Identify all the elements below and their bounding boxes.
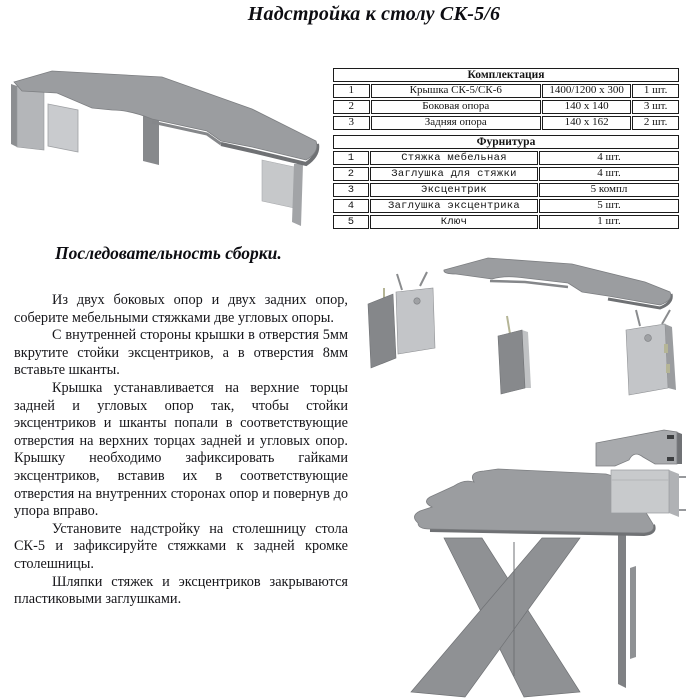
hardware-name: Стяжка мебельная [370,151,538,165]
parts-table-komplekt [332,66,680,132]
desk-rear-panels [618,532,636,688]
hardware-name: Ключ [370,215,538,229]
row-num: 2 [333,167,369,181]
row-num: 4 [333,199,369,213]
part-name: Боковая опора [371,100,541,114]
row-num: 1 [333,84,370,98]
page-title: Надстройка к столу СК-5/6 [247,3,501,25]
table-row [333,215,679,229]
exploded-right-corner-support [626,310,676,395]
exploded-middle-support [498,316,531,394]
part-name: Задняя опора [371,116,541,130]
assembly-sequence-heading: Последовательность сборки. [55,243,282,263]
desk-x-legs [411,538,580,697]
hardware-qty: 1 шт. [539,215,679,229]
table-row [333,199,679,213]
row-num: 3 [333,183,369,197]
assembly-paragraph: Шляпки стяжек и эксцентриков закрываются пластиковыми заглушками. [14,573,348,608]
table-row [333,167,679,181]
hardware-name: Заглушка эксцентрика [370,199,538,213]
row-num: 3 [333,116,370,130]
part-dims: 140 x 162 [542,116,631,130]
furnitura-section-header: Фурнитура [333,135,679,149]
exploded-top-board [444,258,671,308]
hardware-name: Эксцентрик [370,183,538,197]
table-row [333,84,679,98]
hardware-name: Заглушка для стяжки [370,167,538,181]
assembly-paragraph: Крышка устанавливается на верхние торцы задней и угловых опор так, чтобы стойки эксцентриков и шканты попали в соответствующие отверстия на верхних торцах задней и угловых опор. Крышку необходимо зафиксировать гайками эксцентриков, вставив их в соответствующие отверстия на внутренних сторонах опор и повернув до упора вправо. [14,379,348,520]
table-row [333,116,679,130]
hardware-qty: 5 шт. [539,199,679,213]
table-row [333,100,679,114]
table-row [333,183,679,197]
part-qty: 3 шт. [632,100,679,114]
figure-assembled-riser [0,52,335,232]
row-num: 2 [333,100,370,114]
part-dims: 140 x 140 [542,100,631,114]
parts-table-furnitura [332,133,680,231]
part-dims: 1400/1200 x 300 [542,84,631,98]
hardware-qty: 4 шт. [539,151,679,165]
assembly-paragraph: С внутренней стороны крышки в отверстия 5мм вкрутите стойки эксцентриков, а в отверстия 8мм вставьте шканты. [14,327,348,379]
exploded-left-corner-support [368,272,435,368]
figure-exploded-view [340,248,686,400]
assembly-paragraph: Из двух боковых опор и двух задних опор, соберите мебельными стяжками две угловых опоры. [14,292,348,326]
part-qty: 1 шт. [632,84,679,98]
komplekt-section-header: Комплектация [333,68,679,82]
assembly-paragraph: Установите надстройку на столешницу стола СК-5 и зафиксируйте стяжками к задней кромке столешницы. [14,520,348,572]
part-qty: 2 шт. [632,116,679,130]
figure-assembled-desk [368,420,686,700]
riser-right-support [262,160,303,226]
assembly-instructions [14,292,348,609]
row-num: 5 [333,215,369,229]
hardware-qty: 5 компл [539,183,679,197]
part-name: Крышка СК-5/СК-6 [371,84,541,98]
row-num: 1 [333,151,369,165]
parts-tables [332,66,680,232]
hardware-qty: 4 шт. [539,167,679,181]
table-row [333,151,679,165]
